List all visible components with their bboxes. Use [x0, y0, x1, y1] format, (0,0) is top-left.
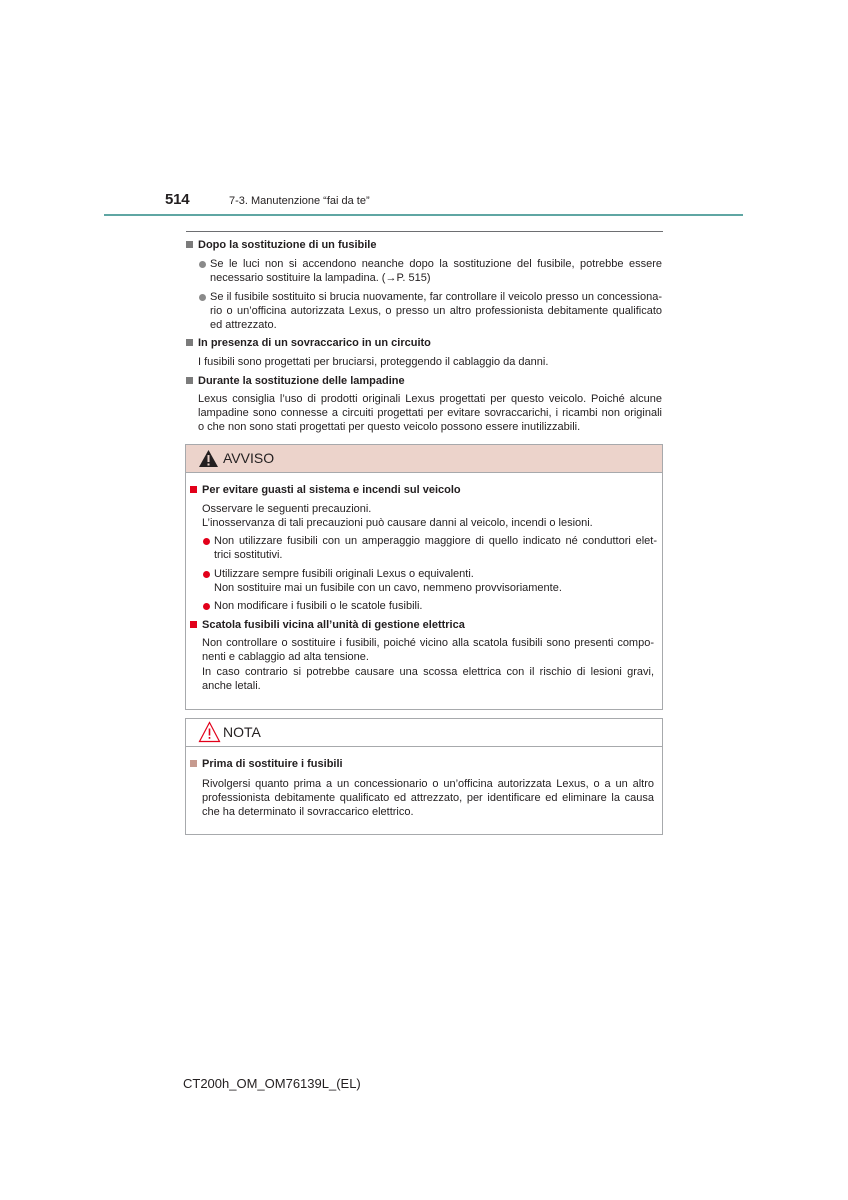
square-bullet-icon — [186, 241, 193, 248]
warning-label: AVVISO — [223, 450, 275, 466]
s2-line1: I fusibili sono progettati per bruciarsi, proteggendo il cablaggio da danni. — [198, 356, 549, 368]
square-bullet-icon — [190, 621, 197, 628]
square-bullet-icon — [190, 760, 197, 767]
heading-bulb-replacement: Durante la sostituzione delle lampadine — [186, 374, 405, 389]
s3-line2: lampadine sono connesse a circuiti progettati per evitare sovraccarichi, i ricambi non originali — [198, 407, 662, 419]
note-box — [185, 718, 663, 835]
heading-after-fuse-replacement: Dopo la sostituzione di un fusibile — [186, 238, 376, 253]
bullet-dot-icon — [199, 261, 206, 268]
note-line3: che ha determinato il sovraccarico elettrico. — [202, 806, 414, 818]
header-rule — [104, 214, 743, 216]
warning-heading-2: Scatola fusibili vicina all’unità di gestione elettrica — [190, 618, 465, 633]
warning-b2-line1: Utilizzare sempre fusibili originali Lexus o equivalenti. — [214, 568, 474, 580]
s1-bullet2-line1: Se il fusibile sostituito si brucia nuovamente, far controllare il veicolo presso un concessiona- — [210, 291, 662, 303]
square-bullet-icon — [186, 377, 193, 384]
s1-bullet2-line3: ed attrezzato. — [210, 319, 277, 331]
note-line1: Rivolgersi quanto prima a un concessionario o un’officina autorizzata Lexus, o a un altro — [202, 778, 654, 790]
s3-line1: Lexus consiglia l’uso di prodotti originali Lexus progettati per questo veicolo. Poiché alcune — [198, 393, 662, 405]
warning-b1-line1: Non utilizzare fusibili con un amperaggio maggiore di quello indicato né conduttori elet- — [214, 535, 657, 547]
content-rule — [186, 231, 663, 232]
heading-circuit-overload: In presenza di un sovraccarico in un circuito — [186, 336, 431, 351]
warning-p1-line2: L’inosservanza di tali precauzioni può causare danni al veicolo, incendi o lesioni. — [202, 517, 593, 529]
footer-code: CT200h_OM_OM76139L_(EL) — [183, 1076, 361, 1091]
note-header — [186, 719, 662, 747]
square-bullet-icon — [190, 486, 197, 493]
warning-p1-line1: Osservare le seguenti precauzioni. — [202, 503, 372, 515]
warning-p2-line1: Non controllare o sostituire i fusibili, poiché vicino alla scatola fusibili sono presenti compo- — [202, 637, 654, 649]
note-line2: professionista debitamente qualificato ed attrezzato, per identificare ed eliminare la causa — [202, 792, 654, 804]
warning-triangle-icon — [198, 449, 219, 468]
s3-line3: o che non sono stati progettati per questo veicolo possono essere inutilizzabili. — [198, 421, 581, 433]
square-bullet-icon — [186, 339, 193, 346]
bullet-dot-icon — [203, 603, 210, 610]
warning-p2-line4: anche letali. — [202, 680, 261, 692]
warning-b1-line2: trici sostitutivi. — [214, 549, 283, 561]
page-number: 514 — [165, 191, 190, 208]
s1-bullet1-line2: necessario sostituire la lampadina. (→P. 515) — [210, 272, 431, 284]
note-label: NOTA — [223, 724, 261, 740]
warning-p2-line2: nenti e cablaggio ad alta tensione. — [202, 651, 369, 663]
note-heading: Prima di sostituire i fusibili — [190, 757, 343, 772]
bullet-dot-icon — [203, 538, 210, 545]
warning-heading-1: Per evitare guasti al sistema e incendi sul veicolo — [190, 483, 461, 498]
warning-b3-line1: Non modificare i fusibili o le scatole fusibili. — [214, 600, 423, 612]
s1-bullet2-line2: rio o un’officina autorizzata Lexus, o presso un altro professionista debitamente qualificato — [210, 305, 662, 317]
warning-b2-line2: Non sostituire mai un fusibile con un cavo, nemmeno provvisoriamente. — [214, 582, 562, 594]
bullet-dot-icon — [199, 294, 206, 301]
caution-triangle-icon — [198, 721, 221, 743]
warning-header — [186, 445, 662, 473]
warning-p2-line3: In caso contrario si potrebbe causare una scossa elettrica con il rischio di lesioni gravi, — [202, 666, 654, 678]
section-title: 7-3. Manutenzione “fai da te” — [229, 195, 370, 207]
s1-bullet1-line1: Se le luci non si accendono neanche dopo la sostituzione del fusibile, potrebbe essere — [210, 258, 662, 270]
warning-box — [185, 444, 663, 710]
bullet-dot-icon — [203, 571, 210, 578]
